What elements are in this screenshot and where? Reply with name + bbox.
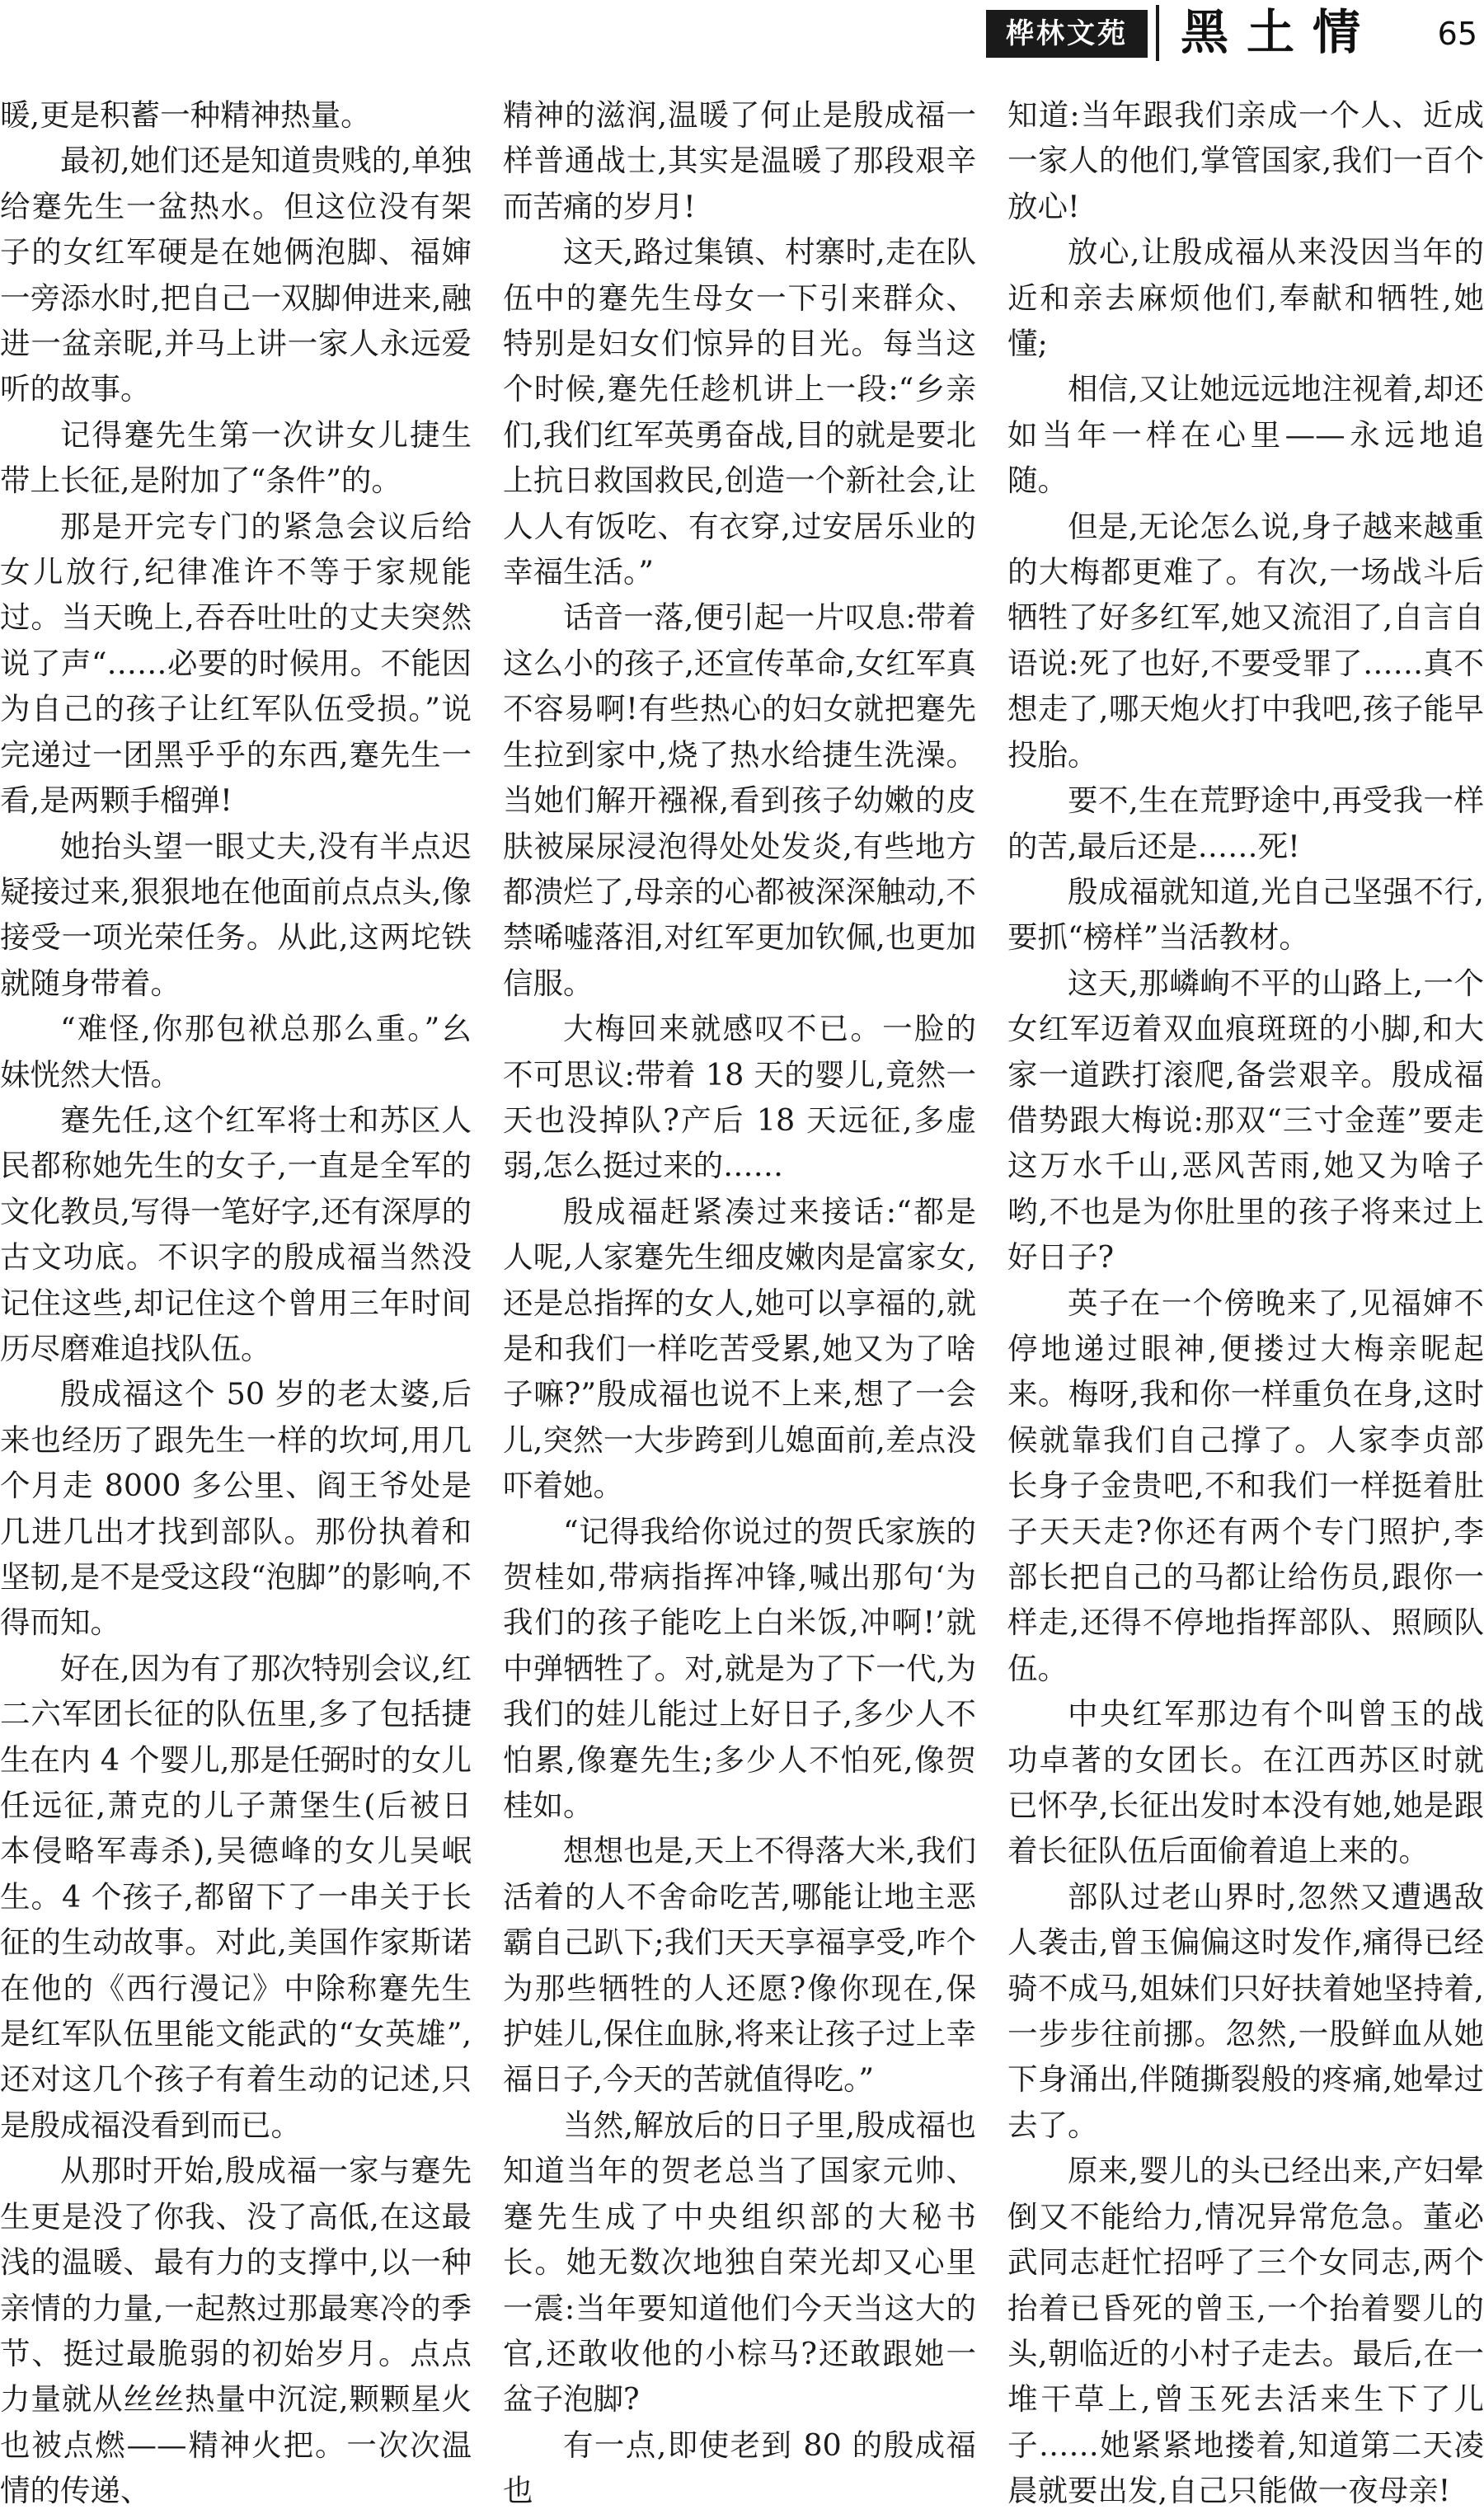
paragraph: 但是,无论怎么说,身子越来越重的大梅都更难了。有次,一场战斗后牺牲了好多红军,她又流泪了,自言自语说:死了也好,不要受罪了……真不想走了,哪天炮火打中我吧,孩子能早投胎。 [1007, 508, 1484, 773]
page-number: 65 [1437, 16, 1477, 52]
paragraph: “难怪,你那包袱总那么重。”幺妹恍然大悟。 [0, 1011, 472, 1093]
paragraph: 蹇先任,这个红军将士和苏区人民都称她先生的女子,一直是全军的文化教员,写得一笔好字,还有深厚的古文功底。不识字的殷成福当然没记住这些,却记住这个曾用三年时间历尽磨难追找队伍。 [0, 1102, 472, 1366]
paragraph: 精神的滋润,温暖了何止是殷成福一样普通战士,其实是温暖了那段艰辛而苦痛的岁月! [503, 97, 976, 224]
paragraph: 部队过老山界时,忽然又遭遇敌人袭击,曾玉偏偏这时发作,痛得已经骑不成马,姐妹们只好扶着她坚持着,一步步往前挪。忽然,一股鲜血从她下身涌出,伴随撕裂般的疼痛,她晕过去了。 [1007, 1878, 1484, 2143]
paragraph: 最初,她们还是知道贵贱的,单独给蹇先生一盆热水。但这位没有架子的女红军硬是在她俩泡脚、福婶一旁添水时,把自己一双脚伸进来,融进一盆亲昵,并马上讲一家人永远爱听的故事。 [0, 143, 472, 407]
paragraph: 这天,路过集镇、村寨时,走在队伍中的蹇先生母女一下引来群众、特别是妇女们惊异的目光。每当这个时候,蹇先任趁机讲上一段:“乡亲们,我们红军英勇奋战,目的就是要北上抗日救国救民,创造一个新社会,让人人有饭吃、有衣穿,过安居乐业的幸福生活。” [503, 234, 976, 590]
paragraph: 有一点,即使老到 80 的殷成福也 [503, 2427, 976, 2509]
page-header [0, 0, 1484, 66]
paragraph: 好在,因为有了那次特别会议,红二六军团长征的队伍里,多了包括捷生在内 4 个婴儿,那是任弼时的女儿任远征,萧克的儿子萧堡生(后被日本侵略军毒杀),吴德峰的女儿吴岷生。4 个孩子,都留下了一串关于长征的生动故事。对此,美国作家斯诺在他的《西行漫记》中除称蹇先生是红军队伍里能文能武的“女英雄”,还对这几个孩子有着生动的记述,只是殷成福没看到而已。 [0, 1650, 472, 2143]
paragraph: 相信,又让她远远地注视着,却还如当年一样在心里——永远地追随。 [1007, 371, 1484, 499]
magazine-title: 黑土情 [1181, 4, 1379, 60]
paragraph: 殷成福就知道,光自己坚强不行,要抓“榜样”当活教材。 [1007, 873, 1484, 956]
paragraph: 殷成福赶紧凑过来接话:“都是人呢,人家蹇先生细皮嫩肉是富家女,还是总指挥的女人,她可以享福的,就是和我们一样吃苦受累,她又为了啥子嘛?”殷成福也说不上来,想了一会儿,突然一大步跨到儿媳面前,差点没吓着她。 [503, 1193, 976, 1504]
paragraph: 这天,那嶙峋不平的山路上,一个女红军迈着双血痕斑斑的小脚,和大家一道跌打滚爬,备尝艰辛。殷成福借势跟大梅说:那双“三寸金莲”要走这万水千山,恶风苦雨,她又为啥子哟,不也是为你肚里的孩子将来过上好日子? [1007, 965, 1484, 1276]
paragraph: 记得蹇先生第一次讲女儿捷生带上长征,是附加了“条件”的。 [0, 416, 472, 499]
paragraph: 从那时开始,殷成福一家与蹇先生更是没了你我、没了高低,在这最浅的温暖、最有力的支撑中,以一种亲情的力量,一起熬过那最寒冷的季节、挺过最脆弱的初始岁月。点点力量就从丝丝热量中沉淀,颗颗星火也被点燃——精神火把。一次次温情的传递、 [0, 2153, 472, 2509]
header-divider [1156, 5, 1159, 61]
paragraph: 暖,更是积蓄一种精神热量。 [0, 97, 371, 133]
paragraph: 大梅回来就感叹不已。一脸的不可思议:带着 18 天的婴儿,竟然一天也没掉队?产后 18 天远征,多虚弱,怎么挺过来的…… [503, 1011, 976, 1184]
text-column-1 [0, 92, 472, 2509]
paragraph: 那是开完专门的紧急会议后给女儿放行,纪律准许不等于家规能过。当天晚上,吞吞吐吐的丈夫突然说了声“……必要的时候用。不能因为自己的孩子让红军队伍受损。”说完递过一团黑乎乎的东西,蹇先生一看,是两颗手榴弹! [0, 508, 472, 819]
text-column-3 [1007, 92, 1484, 2509]
section-label: 桦林文苑 [986, 10, 1148, 58]
paragraph: 原来,婴儿的头已经出来,产妇晕倒又不能给力,情况异常危急。董必武同志赶忙招呼了三个女同志,两个抬着已昏死的曾玉,一个抬着婴儿的头,朝临近的小村子走去。最后,在一堆干草上,曾玉死去活来生下了儿子……她紧紧地搂着,知道第二天凌晨就要出发,自己只能做一夜母亲! [1007, 2153, 1484, 2509]
paragraph: 话音一落,便引起一片叹息:带着这么小的孩子,还宣传革命,女红军真不容易啊!有些热心的妇女就把蹇先生拉到家中,烧了热水给捷生洗澡。当她们解开襁褓,看到孩子幼嫩的皮肤被屎尿浸泡得处处发炎,有些地方都溃烂了,母亲的心都被深深触动,不禁唏嘘落泪,对红军更加钦佩,也更加信服。 [503, 599, 976, 1001]
paragraph: 殷成福这个 50 岁的老太婆,后来也经历了跟先生一样的坎坷,用几个月走 8000 多公里、阎王爷处是几进几出才找到部队。那份执着和坚韧,是不是受这段“泡脚”的影响,不得而知。 [0, 1376, 472, 1641]
paragraph: 英子在一个傍晚来了,见福婶不停地递过眼神,便搂过大梅亲昵起来。梅呀,我和你一样重负在身,这时候就靠我们自己撑了。人家李贞部长身子金贵吧,不和我们一样挺着肚子天天走?你还有两个专门照护,李部长把自己的马都让给伤员,跟你一样走,还得不停地指挥部队、照顾队伍。 [1007, 1285, 1484, 1686]
paragraph: 放心,让殷成福从来没因当年的近和亲去麻烦他们,奉献和牺牲,她懂; [1007, 234, 1484, 362]
paragraph: 当然,解放后的日子里,殷成福也知道当年的贺老总当了国家元帅、蹇先生成了中央组织部的大秘书长。她无数次地独自荣光却又心里一震:当年要知道他们今天当这大的官,还敢收他的小棕马?还敢跟她一盆子泡脚? [503, 2107, 976, 2418]
paragraph: 她抬头望一眼丈夫,没有半点迟疑接过来,狠狠地在他面前点点头,像接受一项光荣任务。从此,这两坨铁就随身带着。 [0, 828, 472, 1001]
paragraph: 知道:当年跟我们亲成一个人、近成一家人的他们,掌管国家,我们一百个放心! [1007, 97, 1484, 224]
text-column-2 [503, 92, 976, 2509]
paragraph: 想想也是,天上不得落大米,我们活着的人不舍命吃苦,哪能让地主恶霸自己趴下;我们天天享福享受,咋个为那些牺牲的人还愿?像你现在,保护娃儿,保住血脉,将来让孩子过上幸福日子,今天的苦就值得吃。” [503, 1833, 976, 2098]
paragraph: 要不,生在荒野途中,再受我一样的苦,最后还是……死! [1007, 782, 1484, 864]
paragraph: 中央红军那边有个叫曾玉的战功卓著的女团长。在江西苏区时就已怀孕,长征出发时本没有她,她是跟着长征队伍后面偷着追上来的。 [1007, 1696, 1484, 1869]
paragraph: “记得我给你说过的贺氏家族的贺桂如,带病指挥冲锋,喊出那句‘为我们的孩子能吃上白米饭,冲啊!’就中弹牺牲了。对,就是为了下一代,为我们的娃儿能过上好日子,多少人不怕累,像蹇先生;多少人不怕死,像贺桂如。 [503, 1513, 976, 1824]
article-body [0, 92, 1484, 2509]
